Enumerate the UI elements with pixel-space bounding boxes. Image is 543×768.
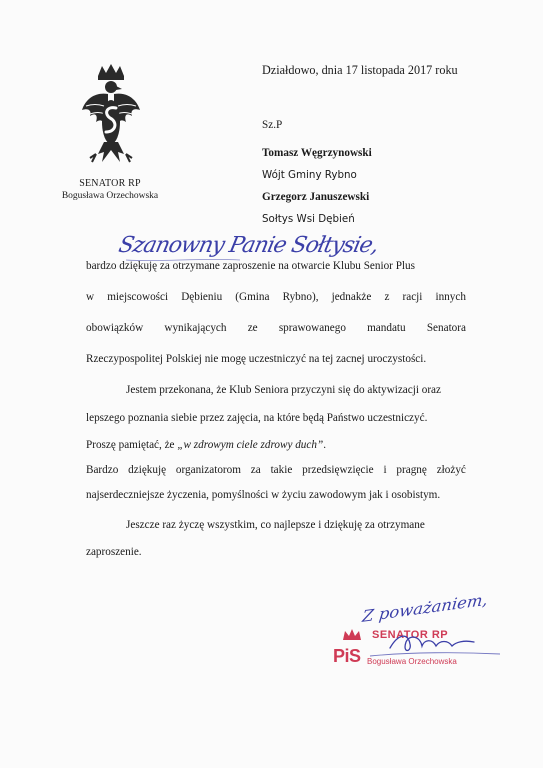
body-line-justified: w miejscowości Dębieniu (Gmina Rybno), jednakże z racji innych: [86, 291, 466, 303]
body-line: Jeszcze raz życzę wszystkim, co najlepsze i dziękuję za otrzymane: [126, 519, 425, 531]
recipient-name-2: Grzegorz Januszewski: [262, 191, 370, 203]
salutation-text: Szanowny Panie Sołtysie,: [116, 232, 381, 258]
body-line: zaproszenie.: [86, 546, 142, 558]
quote-text: „w zdrowym ciele zdrowy duch”: [177, 439, 324, 451]
body-line: lepszego poznania siebie przez zajęcia, na które będą Państwo uczestniczyć.: [86, 412, 428, 424]
sender-title: SENATOR RP: [79, 178, 141, 189]
recipient-role-1: Wójt Gminy Rybno: [262, 169, 357, 181]
body-line: najserdeczniejsze życzenia, pomyślności w życiu zawodowym jak i osobistym.: [86, 489, 441, 501]
recipient-honorific: Sz.P: [262, 119, 283, 131]
body-line: Jestem przekonana, że Klub Seniora przyczyni się do aktywizacji oraz: [126, 384, 441, 396]
stamp-title: SENATOR RP: [372, 629, 449, 641]
sender-name: Bogusława Orzechowska: [61, 191, 159, 201]
recipient-role-2: Sołtys Wsi Dębień: [262, 213, 355, 225]
recipient-name-1: Tomasz Węgrzynowski: [262, 147, 372, 159]
stamp-name: Bogusława Orzechowska: [367, 657, 457, 666]
body-line-justified: Bardzo dziękuję organizatorom za takie przedsięwzięcie i pragnę złożyć: [86, 464, 466, 476]
stamp-party: PiS: [333, 646, 361, 666]
date-line: Działdowo, dnia 17 listopada 2017 roku: [262, 63, 458, 77]
handwritten-signature: [350, 590, 510, 664]
body-line: Proszę pamiętać, że „w zdrowym ciele zdrowy duch”.: [86, 439, 326, 451]
closing-text: Z poważaniem,: [361, 590, 489, 626]
crowned-eagle-icon: [78, 62, 144, 172]
body-line: bardzo dziękuję za otrzymane zaproszenie na otwarcie Klubu Senior Plus: [86, 260, 415, 272]
body-line-justified: obowiązków wynikających ze sprawowanego mandatu Senatora: [86, 322, 466, 334]
body-line: Rzeczypospolitej Polskiej nie mogę uczestniczyć na tej zacnej uroczystości.: [86, 353, 427, 365]
